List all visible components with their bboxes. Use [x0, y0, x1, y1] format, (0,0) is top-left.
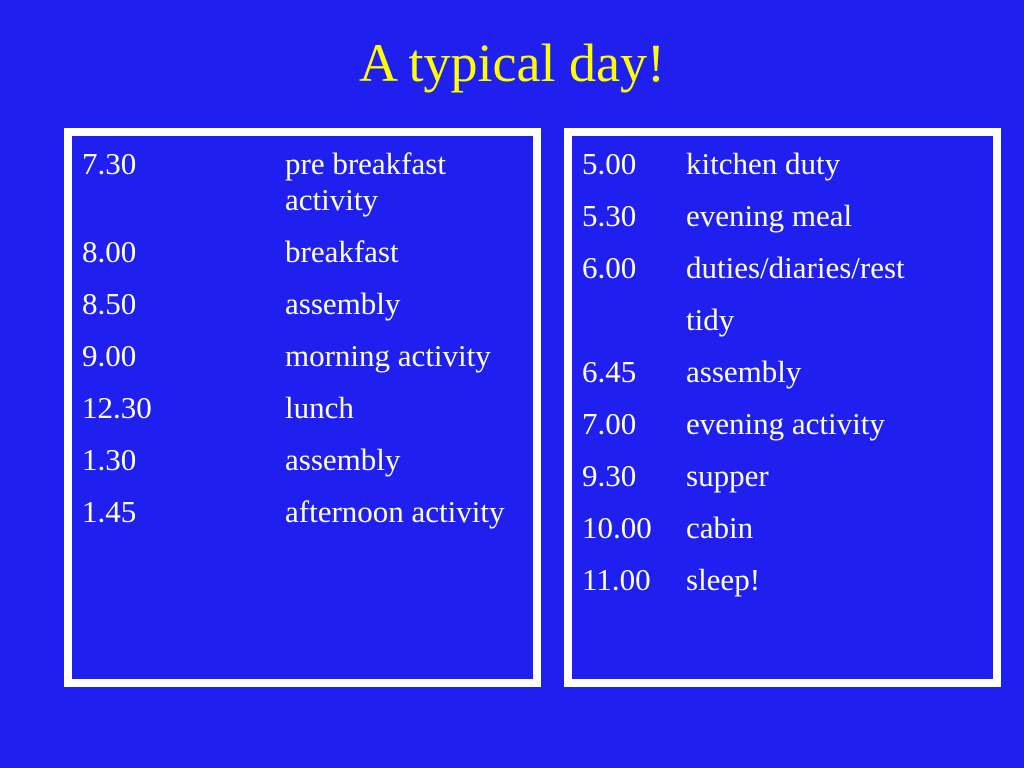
schedule-row [582, 406, 996, 442]
schedule-row [582, 198, 996, 234]
schedule-time: 5.30 [582, 198, 637, 233]
schedule-row [582, 562, 996, 598]
schedule-activity: breakfast [285, 234, 399, 269]
schedule-row [582, 302, 996, 338]
schedule-row [582, 146, 996, 182]
schedule-row [582, 510, 996, 546]
schedule-time: 1.30 [82, 442, 137, 477]
evening-schedule-list [582, 146, 996, 614]
schedule-time: 8.00 [82, 234, 137, 269]
schedule-activity: assembly [285, 286, 401, 321]
schedule-row [82, 146, 515, 218]
schedule-activity: morning activity [285, 338, 491, 373]
schedule-row [82, 494, 515, 530]
schedule-activity: assembly [686, 354, 802, 389]
schedule-time: 10.00 [582, 510, 652, 545]
schedule-activity: tidy [686, 302, 735, 337]
schedule-time: 6.45 [582, 354, 637, 389]
schedule-time: 12.30 [82, 390, 152, 425]
schedule-row [582, 458, 996, 494]
schedule-activity: kitchen duty [686, 146, 841, 181]
schedule-activity: cabin [686, 510, 754, 545]
schedule-activity: afternoon activity [285, 494, 505, 529]
schedule-time: 8.50 [82, 286, 137, 321]
schedule-time: 5.00 [582, 146, 637, 181]
schedule-row [582, 250, 996, 286]
schedule-time [582, 302, 686, 338]
schedule-row [82, 390, 515, 426]
schedule-time: 9.30 [582, 458, 637, 493]
schedule-row [82, 442, 515, 478]
schedule-activity: lunch [285, 390, 354, 425]
schedule-time: 1.45 [82, 494, 137, 529]
schedule-time: 9.00 [82, 338, 137, 373]
schedule-activity: assembly [285, 442, 401, 477]
schedule-row [582, 354, 996, 390]
schedule-row [82, 234, 515, 270]
schedule-row [82, 286, 515, 322]
schedule-activity: pre breakfast activity [285, 146, 446, 217]
schedule-time: 11.00 [582, 562, 651, 597]
morning-schedule-panel [64, 128, 541, 687]
schedule-activity: evening activity [686, 406, 885, 441]
morning-schedule-list [82, 146, 515, 546]
schedule-activity: evening meal [686, 198, 853, 233]
schedule-activity: sleep! [686, 562, 761, 597]
schedule-time: 7.00 [582, 406, 637, 441]
schedule-activity: supper [686, 458, 769, 493]
schedule-activity: duties/diaries/rest [686, 250, 905, 285]
evening-schedule-panel [564, 128, 1001, 687]
schedule-time: 6.00 [582, 250, 637, 285]
page-title: A typical day! [359, 33, 665, 93]
schedule-time: 7.30 [82, 146, 137, 181]
schedule-row [82, 338, 515, 374]
